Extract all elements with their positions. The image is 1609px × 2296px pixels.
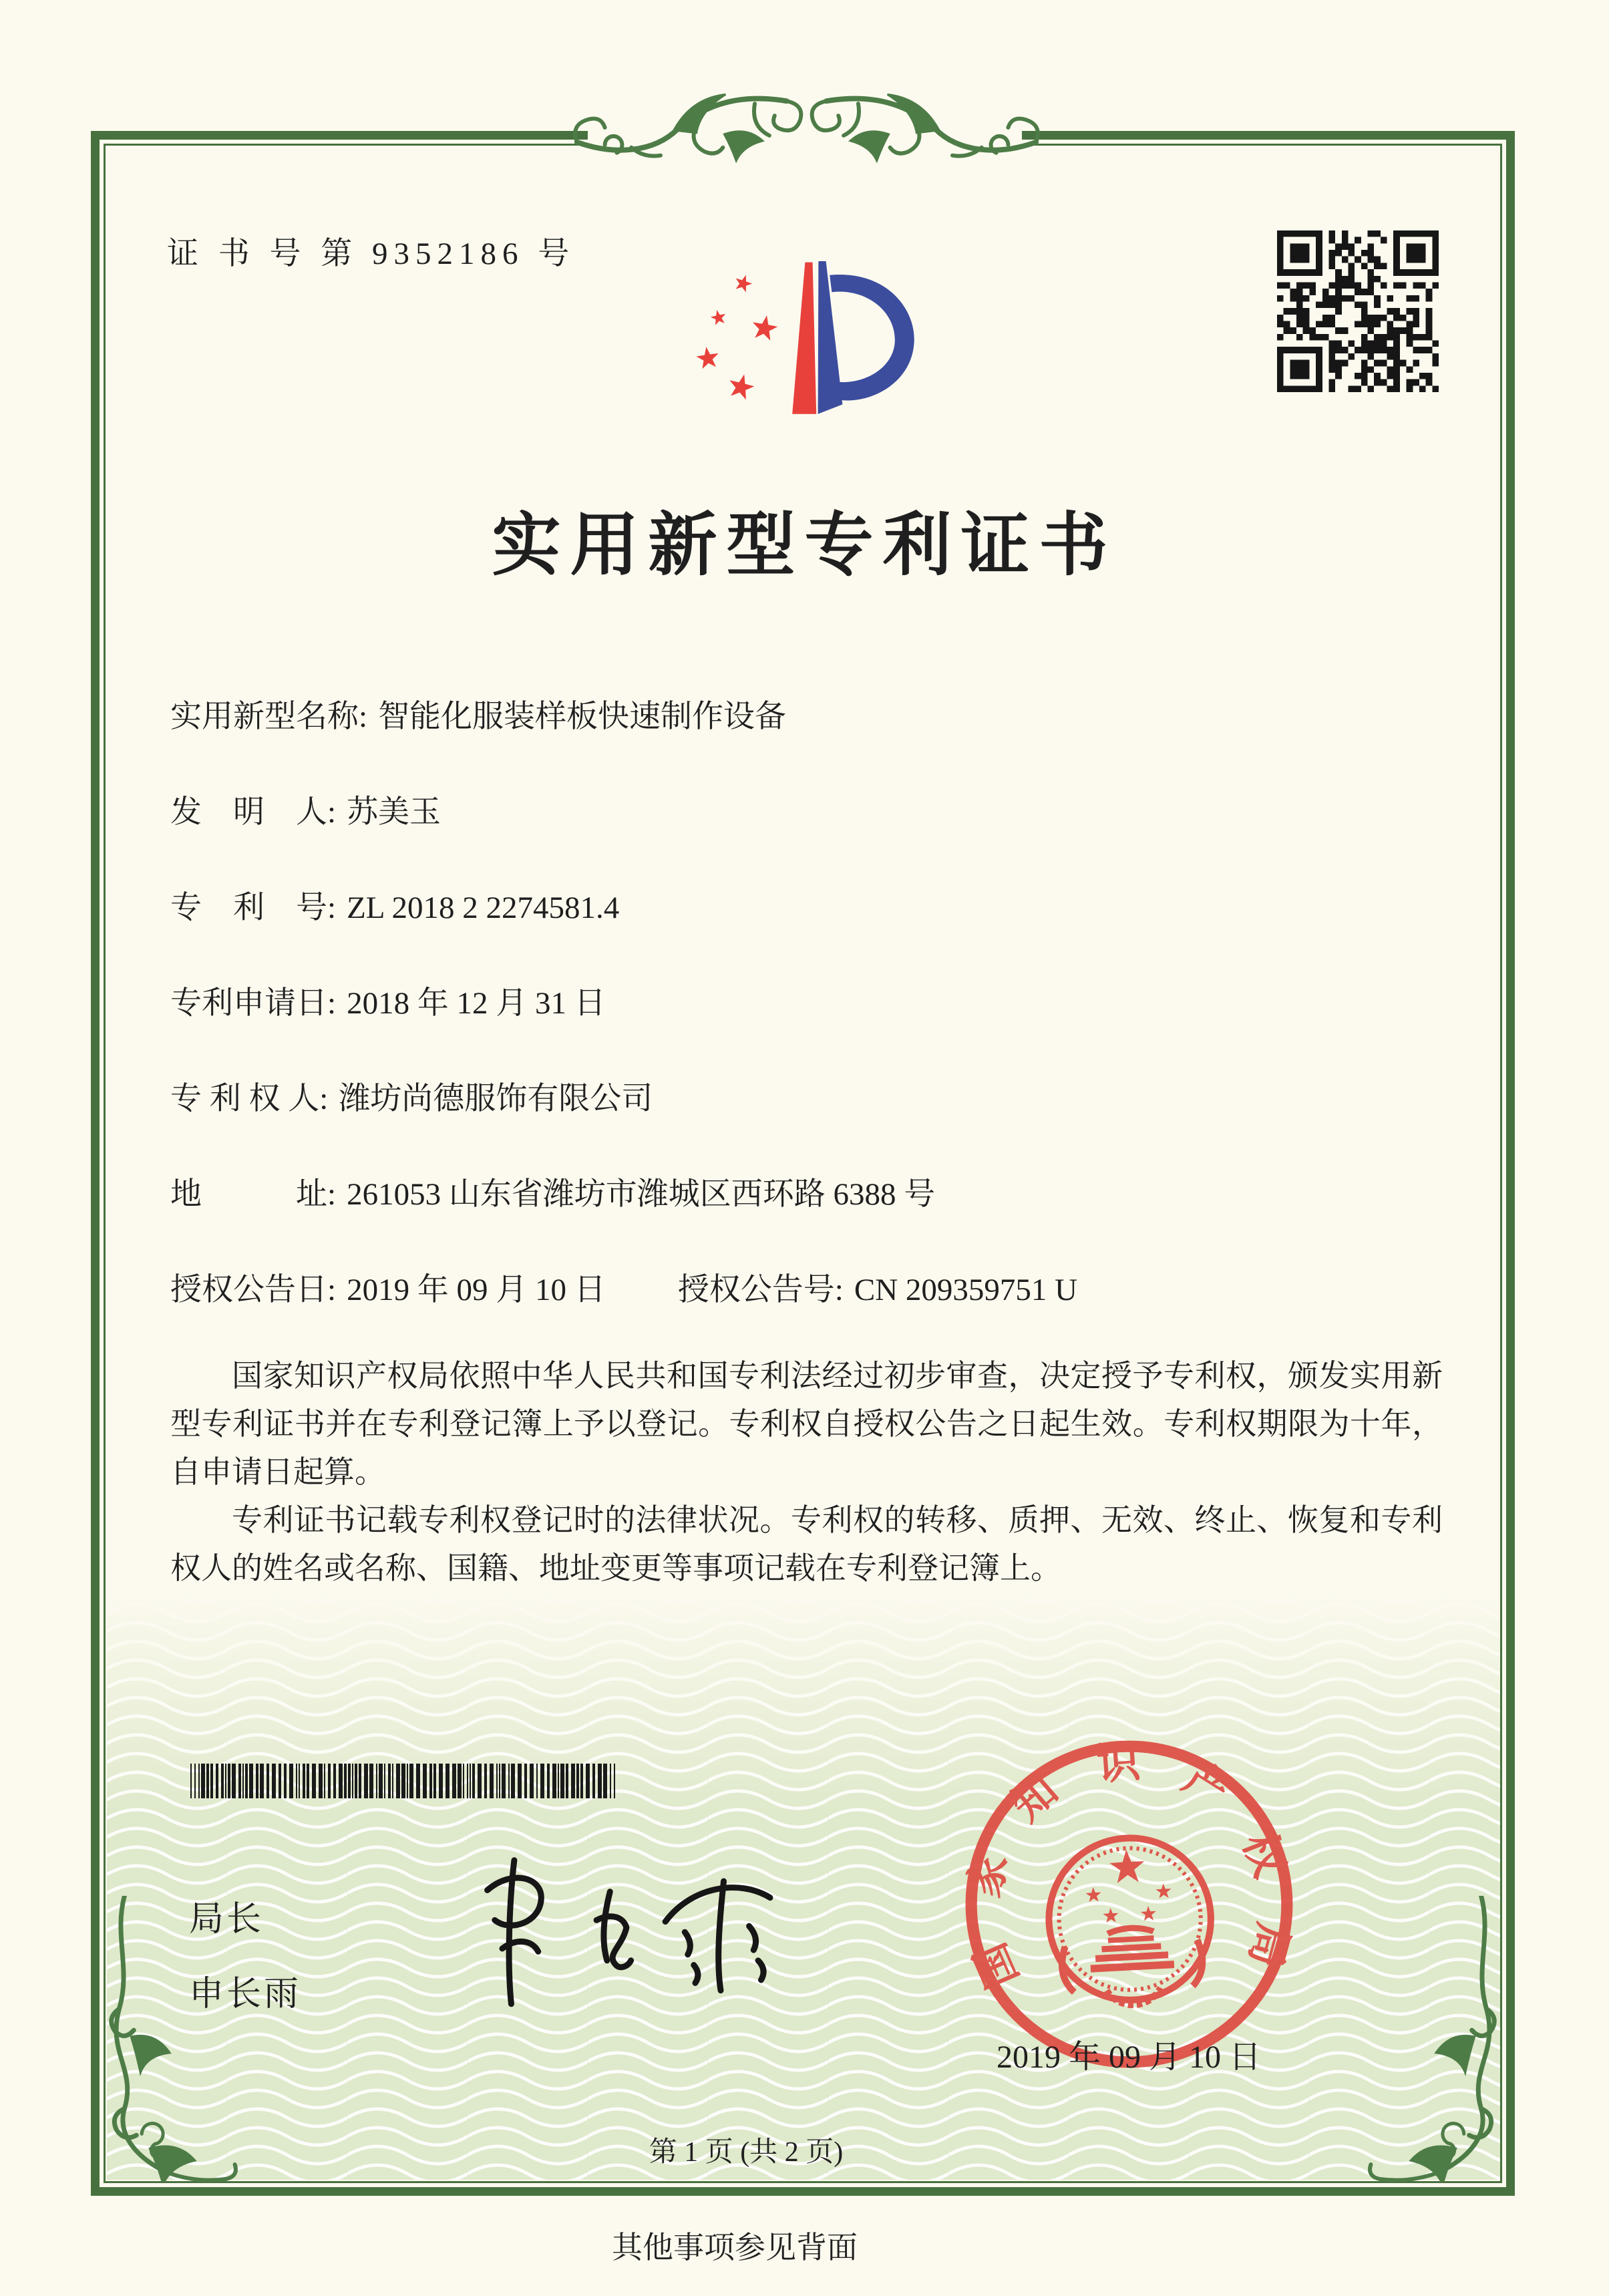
field-value: 261053 山东省潍坊市潍城区西环路 6388 号: [347, 1177, 936, 1212]
field-value: 2018 年 12 月 31 日: [347, 986, 606, 1021]
official-seal: [952, 1727, 1306, 2082]
back-note: 其他事项参见背面: [612, 2231, 858, 2265]
seal-org-text: 国家知识产权局: [959, 1738, 1298, 1995]
field-value: 2019 年 09 月 10 日: [347, 1273, 606, 1307]
field-label: 授权公告号:: [677, 1273, 844, 1307]
legal-paragraph-2: 专利证书记载专利权登记时的法律状况。专利权的转移、质押、无效、终止、恢复和专利权人的姓名或名称、国籍、地址变更等事项记载在专利登记簿上。: [170, 1503, 1443, 1585]
field-label: 专 利 权 人:: [170, 1082, 329, 1116]
barcode: [190, 1764, 618, 1798]
field-row-address: [170, 1169, 1479, 1265]
field-row-name: [170, 691, 1479, 787]
cnipa-logo-icon: [668, 224, 955, 438]
field-row-grant: [170, 1265, 1479, 1360]
signature-handwritten: [427, 1844, 801, 2017]
certificate-number: 证 书 号 第 9352186 号: [167, 236, 576, 271]
field-list: [170, 691, 1479, 1360]
field-label: 授权公告日:: [170, 1273, 337, 1307]
field-label: 专利申请日:: [170, 986, 337, 1021]
field-row-filing-date: [170, 978, 1479, 1074]
field-label: 地 址:: [170, 1177, 337, 1212]
grant-date: 2019 年 09 月 10 日: [996, 2039, 1261, 2075]
field-label: 专 利 号:: [170, 890, 337, 925]
field-value: 智能化服装样板快速制作设备: [378, 699, 787, 734]
commissioner-name: 申长雨: [189, 1975, 302, 2013]
field-label: 发 明 人:: [170, 795, 337, 830]
legal-text: [170, 1352, 1443, 1593]
field-value: ZL 2018 2 2274581.4: [347, 890, 620, 925]
legal-paragraph-1: 国家知识产权局依照中华人民共和国专利法经过初步审查，决定授予专利权，颁发实用新型专利证书并在专利登记簿上予以登记。专利权自授权公告之日起生效。专利权期限为十年，自申请日起算。: [170, 1359, 1443, 1489]
field-value: CN 209359751 U: [854, 1273, 1078, 1307]
commissioner-label: 局长: [189, 1901, 264, 1939]
field-value: 潍坊尚德服饰有限公司: [339, 1082, 653, 1116]
field-row-inventor: [170, 787, 1479, 882]
field-row-patentee: [170, 1074, 1479, 1169]
field-value: 苏美玉: [347, 795, 441, 830]
field-row-patent-number: [170, 882, 1479, 978]
qr-code: [1277, 230, 1439, 392]
certificate-title: 实用新型专利证书: [492, 508, 1117, 584]
dragon-pair-ornament: [568, 79, 1045, 170]
page-number: 第 1 页 (共 2 页): [649, 2137, 844, 2168]
field-label: 实用新型名称:: [170, 699, 368, 734]
